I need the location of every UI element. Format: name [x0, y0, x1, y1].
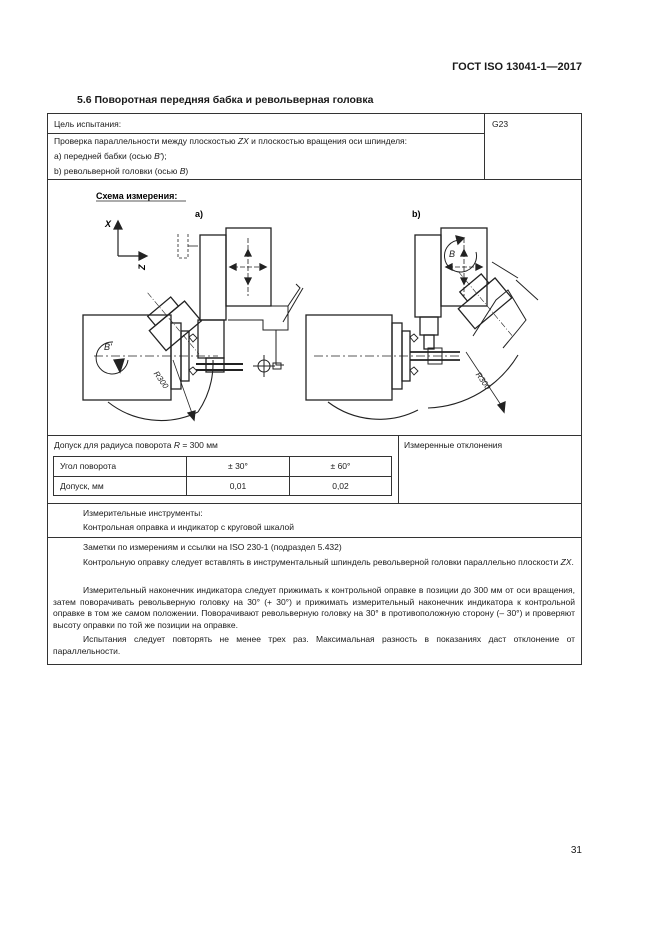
notes-top-divider	[48, 537, 581, 538]
page-number: 31	[570, 845, 582, 856]
instruments-top-divider	[48, 503, 581, 504]
tolerance-value-30: 0,01	[229, 481, 247, 491]
measured-deviations-label: Измеренные отклонения	[404, 440, 503, 450]
measurement-diagram	[48, 180, 581, 435]
tolerance-table	[53, 456, 392, 496]
document-code: ГОСТ ISO 13041-1—2017	[452, 61, 582, 73]
figure-a	[83, 228, 303, 421]
tolerance-row-label: Допуск, мм	[60, 481, 104, 491]
item-b: b) револьверной головки (осью B)	[54, 166, 189, 176]
diagram-title: Схема измерения:	[96, 191, 178, 201]
section-title: 5.6 Поворотная передняя бабка и револьверная головка	[77, 94, 374, 106]
tolerance-col-60: ± 60°	[330, 461, 351, 471]
tolerance-top-divider	[48, 435, 581, 436]
axis-indicator	[114, 221, 147, 260]
purpose-divider	[48, 133, 485, 134]
axis-x-label: X	[105, 219, 112, 229]
tolerance-value-60: 0,02	[332, 481, 349, 491]
figure-b	[306, 228, 538, 419]
test-code: G23	[492, 119, 509, 129]
notes-paragraph-2: Измерительный наконечник индикатора следует прижимать к контрольной оправке в позиции до 300 мм от оси вращения, затем поворачивать револьверную головку на 30° (+ 30°) и прижимать измерительный наконечник индикатора к контрольной оправке в том же самом положении. Поворачивают револьверную головку на 30° в противоположную сторону (– 30°) и проверяют высоту оправки по той же позиции на оправке.	[53, 585, 575, 630]
tolerance-col-30: ± 30°	[228, 461, 248, 471]
axis-b-label: B	[449, 249, 456, 259]
tolerance-col-angle: Угол поворота	[60, 461, 117, 471]
radius-label-b: R300	[473, 370, 493, 392]
test-sheet	[47, 113, 582, 665]
tolerance-title: Допуск для радиуса поворота R = 300 мм	[54, 440, 218, 450]
test-description: Проверка параллельности между плоскостью ZX и плоскостью вращения оси шпинделя:	[54, 136, 407, 146]
label-a: a)	[195, 209, 204, 219]
axis-b-prime-label: B'	[104, 342, 112, 352]
notes-title: Заметки по измерениям и ссылки на ISO 230-1 (подраздел 5.432)	[83, 542, 342, 552]
purpose-label: Цель испытания:	[54, 119, 122, 129]
notes-paragraph-1: Контрольную оправку следует вставлять в инструментальный шпиндель револьверной головки параллельно плоскости ZX.	[83, 557, 574, 567]
label-b: b)	[412, 209, 421, 219]
tolerance-divider	[398, 435, 399, 503]
axis-z-label: Z	[137, 264, 147, 270]
item-a: a) передней бабки (осью B');	[54, 151, 167, 161]
instruments-text: Контрольная оправка и индикатор с круговой шкалой	[83, 522, 295, 532]
notes-paragraph-3: Испытания следует повторять не менее трех раз. Максимальная разность в показаниях даст отклонение от параллельности.	[53, 634, 575, 656]
radius-label-a: R300	[151, 369, 171, 391]
instruments-label: Измерительные инструменты:	[83, 508, 203, 518]
code-divider	[484, 114, 485, 179]
